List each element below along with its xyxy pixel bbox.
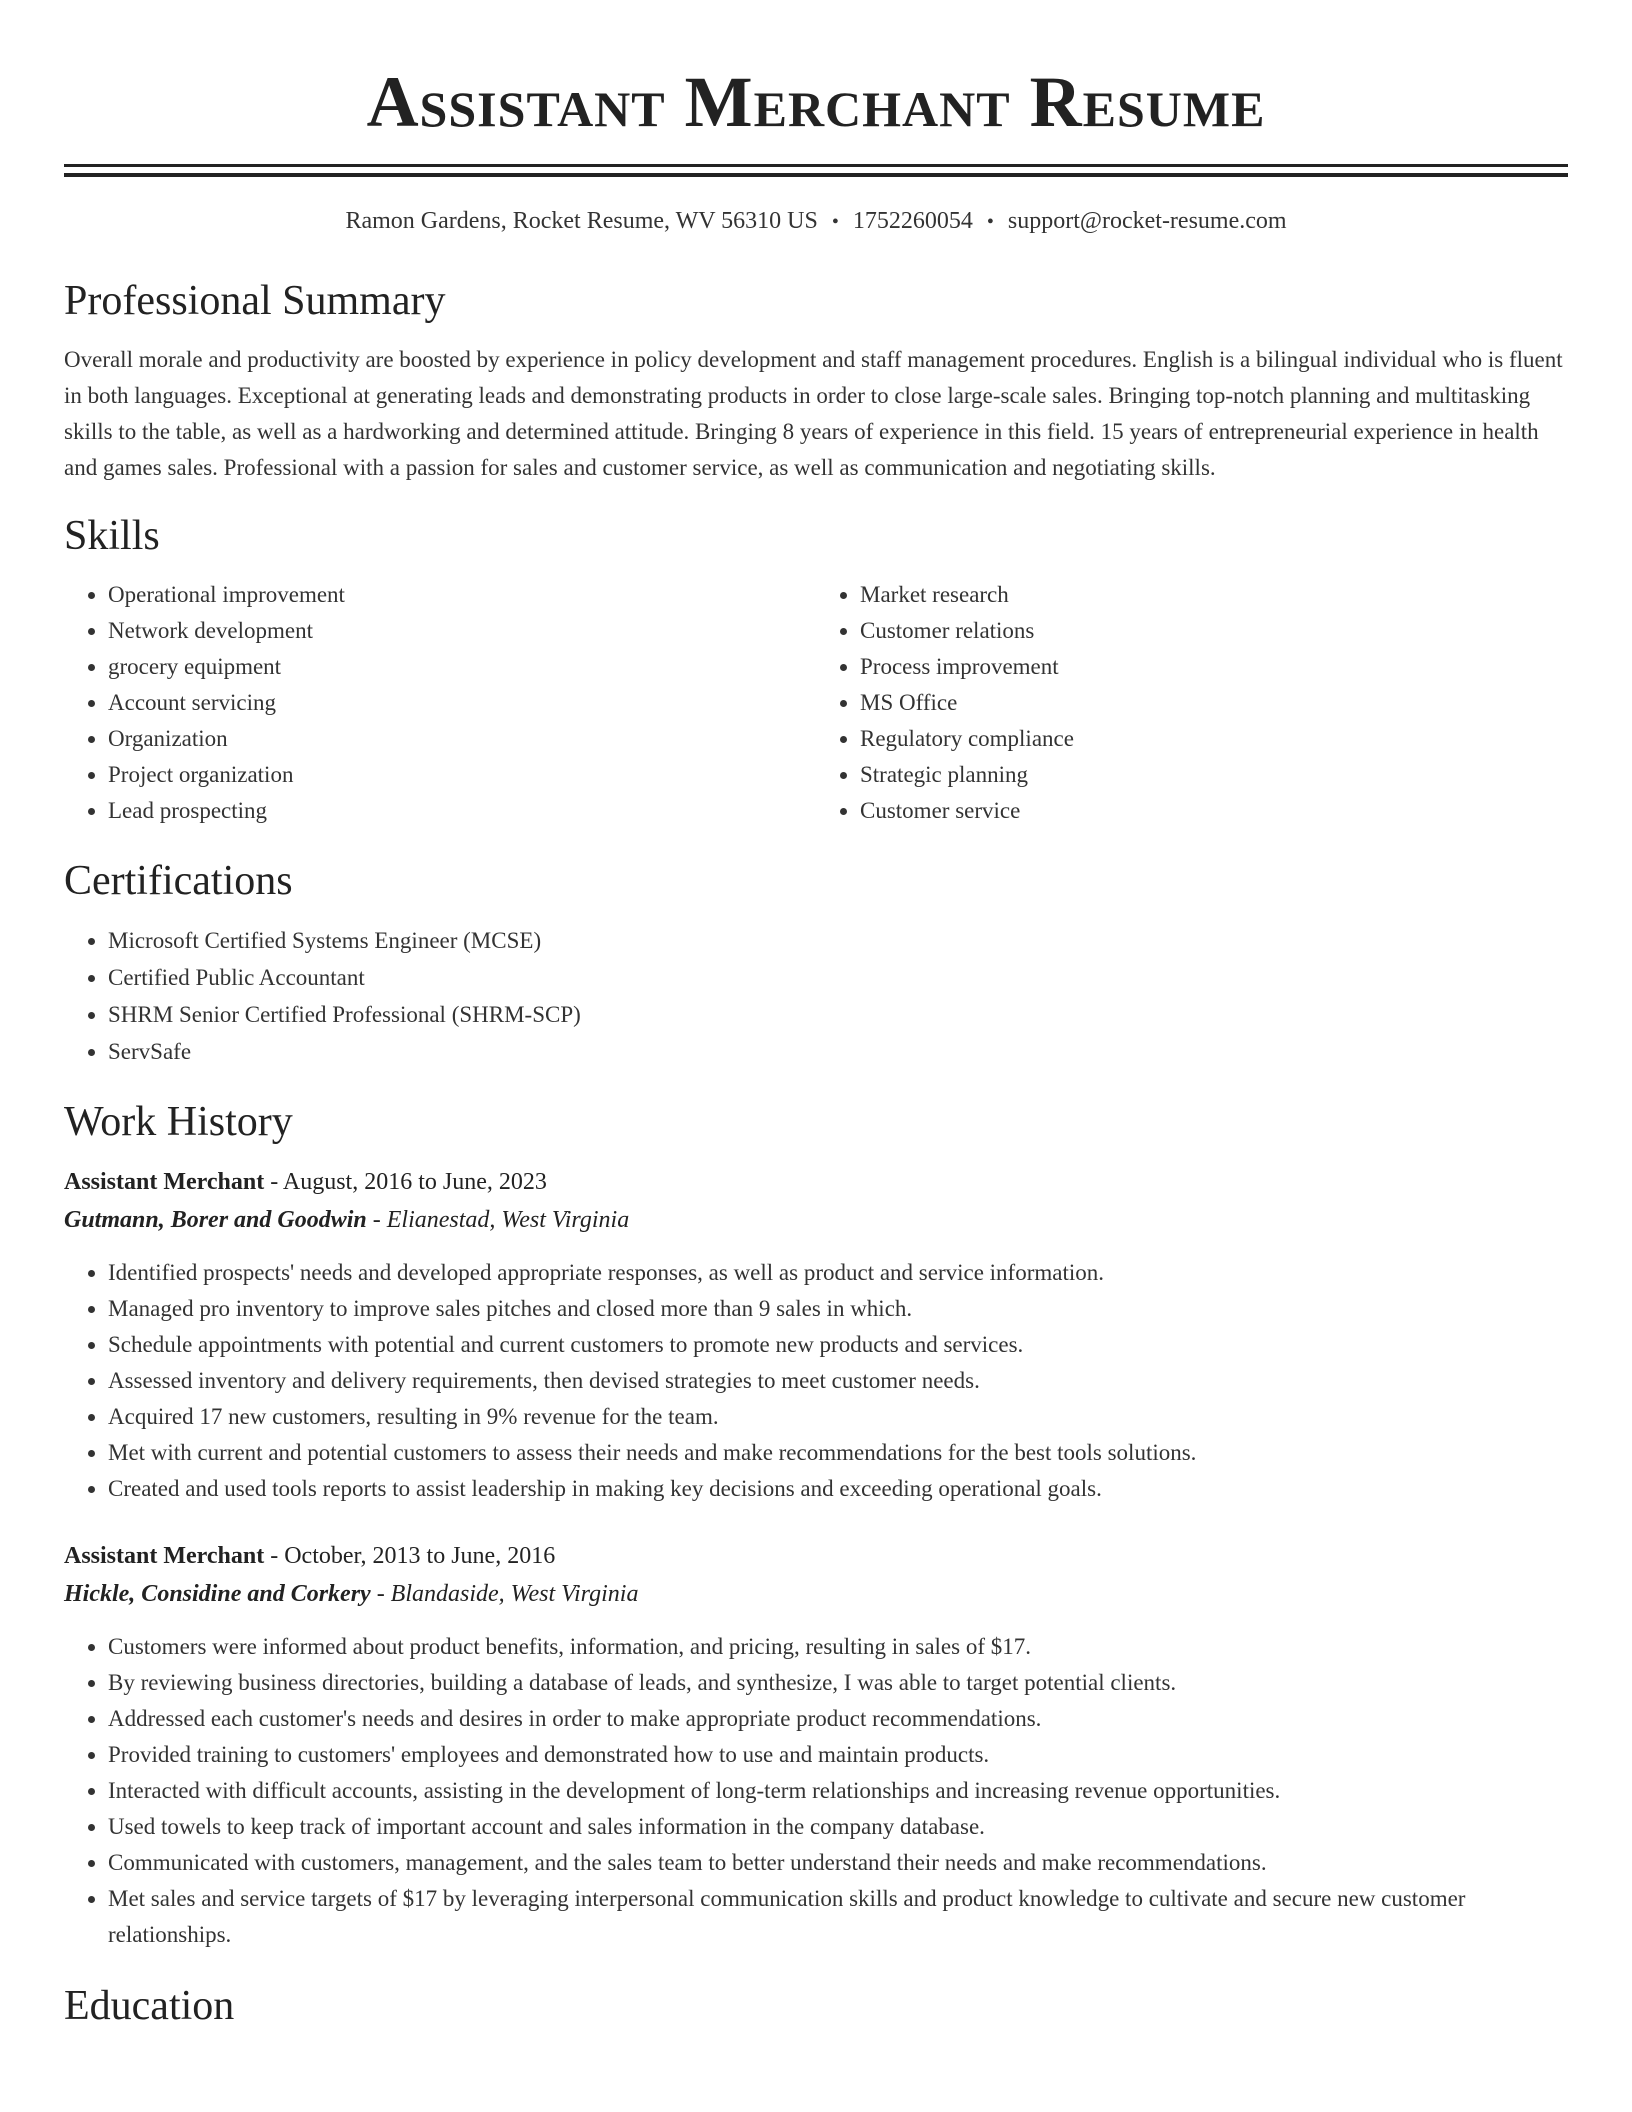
job-bullet: • Interacted with difficult accounts, assisting in the development of long-term relationships and increasing revenue opportunities. [108, 1773, 1568, 1809]
education-heading: Education [64, 1983, 235, 2029]
skills-columns [64, 577, 1568, 829]
job-bullets [64, 1629, 1568, 1953]
job-company-line [64, 1575, 1568, 1613]
skill-item: • Lead prospecting [108, 793, 816, 829]
resume-page [64, 0, 1568, 2031]
skill-item: • Operational improvement [108, 577, 816, 613]
skills-list-right [816, 577, 1568, 829]
skills-list-left [64, 577, 816, 829]
job-title: Assistant Merchant [64, 1543, 265, 1569]
job-bullet: • Created and used tools reports to assist leadership in making key decisions and exceeding operational goals. [108, 1471, 1568, 1507]
job-title-line [64, 1163, 1568, 1201]
job-company-line [64, 1201, 1568, 1239]
skill-item: • MS Office [860, 685, 1568, 721]
skill-item: • grocery equipment [108, 649, 816, 685]
skill-item: • Regulatory compliance [860, 721, 1568, 757]
summary-heading: Professional Summary [64, 278, 446, 324]
skill-item: • Process improvement [860, 649, 1568, 685]
contact-phone: 1752260054 [852, 208, 973, 234]
skill-item: • Project organization [108, 757, 816, 793]
certification-item: • Certified Public Accountant [108, 959, 1568, 996]
job-bullet: • Acquired 17 new customers, resulting in 9% revenue for the team. [108, 1399, 1568, 1435]
job-bullet: • Used towels to keep track of important account and sales information in the company database. [108, 1809, 1568, 1845]
certification-item: • Microsoft Certified Systems Engineer (MCSE) [108, 922, 1568, 959]
job-bullet: • Identified prospects' needs and developed appropriate responses, as well as product and service information. [108, 1255, 1568, 1291]
certification-item: • ServSafe [108, 1033, 1568, 1070]
skill-item: • Strategic planning [860, 757, 1568, 793]
job-bullet: • Communicated with customers, management, and the sales team to better understand their needs and make recommendations. [108, 1845, 1568, 1881]
job-entry [64, 1537, 1568, 1953]
certifications-list [64, 922, 1568, 1070]
contact-separator: • [986, 211, 994, 233]
skill-item: • Account servicing [108, 685, 816, 721]
summary-text: Overall morale and productivity are boosted by experience in policy development and staff management procedures. English is a bilingual individual who is fluent in both languages. Exceptional at generating leads and demonstrating products in order to close large-scale sales. Bringing top-notch planning and multitasking skills to the table, as well as a hardworking and determined attitude. Bringing 8 years of experience in this field. 15 years of entrepreneurial experience in health and games sales. Professional with a passion for sales and customer service, as well as communication and negotiating skills. [64, 347, 1563, 480]
contact-address: Ramon Gardens, Rocket Resume, WV 56310 US [345, 208, 818, 234]
job-bullet: • Addressed each customer's needs and desires in order to make appropriate product recommendations. [108, 1701, 1568, 1737]
title-divider-bottom [64, 173, 1568, 177]
contact-separator: • [831, 211, 839, 233]
work-history-heading: Work History [64, 1099, 293, 1145]
page-title: Assistant Merchant Resume [366, 62, 1266, 142]
job-title: Assistant Merchant [64, 1169, 265, 1195]
job-bullets [64, 1255, 1568, 1507]
skills-heading: Skills [64, 513, 160, 559]
job-entry [64, 1163, 1568, 1507]
job-company: Hickle, Considine and Corkery [64, 1581, 371, 1607]
skill-item: • Network development [108, 613, 816, 649]
certification-item: • SHRM Senior Certified Professional (SHRM-SCP) [108, 996, 1568, 1033]
skill-item: • Customer relations [860, 613, 1568, 649]
job-bullet: • Provided training to customers' employees and demonstrated how to use and maintain products. [108, 1737, 1568, 1773]
job-bullet: • Met sales and service targets of $17 by leveraging interpersonal communication skills and product knowledge to cultivate and secure new customer relationships. [108, 1881, 1568, 1953]
contact-line [64, 205, 1568, 238]
job-location: - Blandaside, West Virginia [376, 1581, 639, 1607]
job-bullet: • Assessed inventory and delivery requirements, then devised strategies to meet customer needs. [108, 1363, 1568, 1399]
job-bullet: • By reviewing business directories, building a database of leads, and synthesize, I was able to target potential clients. [108, 1665, 1568, 1701]
job-location: - Elianestad, West Virginia [372, 1207, 630, 1233]
job-title-line [64, 1537, 1568, 1575]
job-bullet: • Customers were informed about product benefits, information, and pricing, resulting in sales of $17. [108, 1629, 1568, 1665]
skill-item: • Customer service [860, 793, 1568, 829]
job-company: Gutmann, Borer and Goodwin [64, 1207, 367, 1233]
skill-item: • Organization [108, 721, 816, 757]
skill-item: • Market research [860, 577, 1568, 613]
job-bullet: • Met with current and potential customers to assess their needs and make recommendations for the best tools solutions. [108, 1435, 1568, 1471]
certifications-heading: Certifications [64, 858, 293, 904]
job-bullet: • Schedule appointments with potential and current customers to promote new products and services. [108, 1327, 1568, 1363]
job-dates: - August, 2016 to June, 2023 [270, 1169, 547, 1195]
job-dates: - October, 2013 to June, 2016 [270, 1543, 556, 1569]
contact-email: support@rocket-resume.com [1007, 208, 1287, 234]
job-bullet: • Managed pro inventory to improve sales pitches and closed more than 9 sales in which. [108, 1291, 1568, 1327]
title-divider-top [64, 164, 1568, 167]
